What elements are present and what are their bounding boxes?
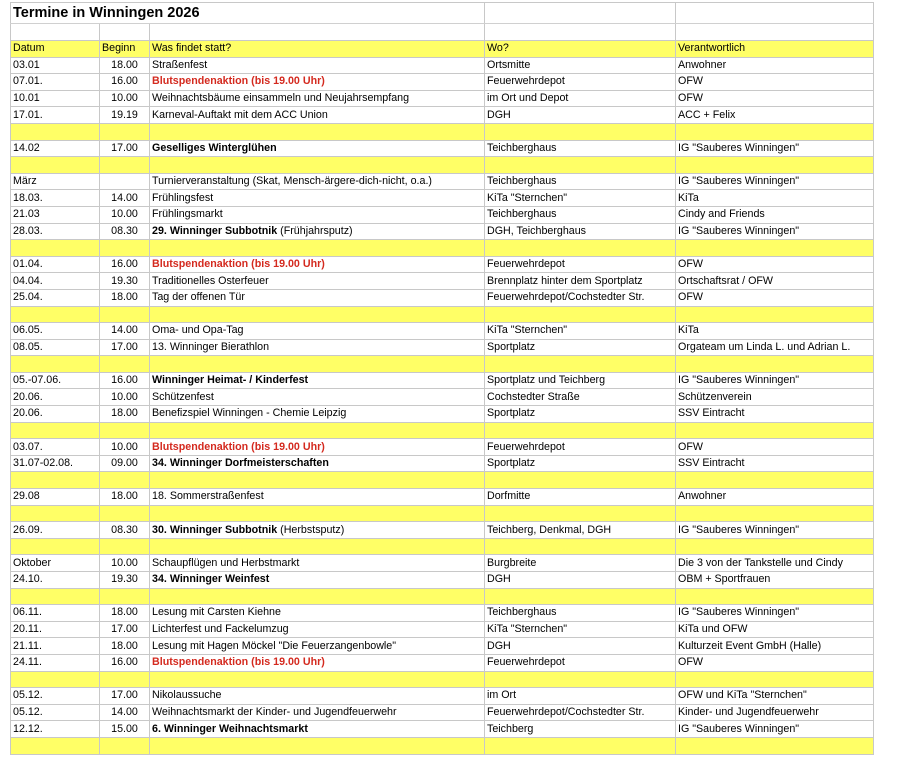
cell[interactable] [100, 123, 150, 140]
cell[interactable] [150, 538, 485, 555]
event-cell[interactable]: Frühlingsfest [150, 190, 485, 207]
cell[interactable] [100, 157, 150, 174]
place-cell[interactable]: Sportplatz [485, 406, 676, 423]
cell[interactable] [676, 422, 874, 439]
responsible-cell[interactable]: OFW [676, 439, 874, 456]
cell[interactable] [11, 422, 100, 439]
responsible-cell[interactable]: IG "Sauberes Winningen" [676, 522, 874, 539]
time-cell[interactable]: 18.00 [100, 489, 150, 506]
date-cell[interactable]: 18.03. [11, 190, 100, 207]
place-cell[interactable]: im Ort und Depot [485, 90, 676, 107]
table-row [11, 389, 874, 406]
header-beginn[interactable]: Beginn [100, 41, 150, 58]
place-cell[interactable]: Sportplatz und Teichberg [485, 372, 676, 389]
cell[interactable] [676, 24, 874, 41]
responsible-cell[interactable]: IG "Sauberes Winningen" [676, 223, 874, 240]
separator-row [11, 538, 874, 555]
responsible-cell[interactable]: Anwohner [676, 57, 874, 74]
place-cell[interactable]: KiTa "Sternchen" [485, 621, 676, 638]
responsible-cell[interactable]: OFW [676, 256, 874, 273]
time-cell[interactable]: 18.00 [100, 605, 150, 622]
responsible-cell[interactable]: KiTa [676, 190, 874, 207]
cell[interactable] [676, 123, 874, 140]
time-cell[interactable]: 10.00 [100, 389, 150, 406]
time-cell[interactable]: 18.00 [100, 638, 150, 655]
table-row [11, 57, 874, 74]
event-cell[interactable]: 6. Winninger Weihnachtsmarkt [150, 721, 485, 738]
cell[interactable] [676, 588, 874, 605]
cell[interactable] [100, 671, 150, 688]
table-row [11, 721, 874, 738]
place-cell[interactable]: Teichberghaus [485, 173, 676, 190]
time-cell[interactable]: 18.00 [100, 289, 150, 306]
date-cell[interactable]: 28.03. [11, 223, 100, 240]
cell[interactable] [11, 472, 100, 489]
place-cell[interactable]: DGH, Teichberghaus [485, 223, 676, 240]
cell[interactable] [150, 356, 485, 373]
cell[interactable] [150, 306, 485, 323]
cell[interactable] [485, 306, 676, 323]
place-cell[interactable]: DGH [485, 572, 676, 589]
responsible-cell[interactable]: IG "Sauberes Winningen" [676, 372, 874, 389]
place-cell[interactable]: Feuerwehrdepot [485, 256, 676, 273]
cell[interactable] [100, 472, 150, 489]
date-cell[interactable]: 05.-07.06. [11, 372, 100, 389]
event-title: 30. Winninger Subbotnik [152, 523, 278, 536]
table-row [11, 339, 874, 356]
place-cell[interactable]: KiTa "Sternchen" [485, 190, 676, 207]
cell[interactable] [100, 588, 150, 605]
event-cell[interactable]: Geselliges Winterglühen [150, 140, 485, 157]
event-cell[interactable]: Weihnachtsbäume einsammeln und Neujahrsempfang [150, 90, 485, 107]
time-cell[interactable]: 14.00 [100, 704, 150, 721]
responsible-cell[interactable]: SSV Eintracht [676, 455, 874, 472]
table-row [11, 704, 874, 721]
separator-row [11, 306, 874, 323]
date-cell[interactable]: 14.02 [11, 140, 100, 157]
cell[interactable] [150, 157, 485, 174]
time-cell[interactable]: 15.00 [100, 721, 150, 738]
table-row [11, 323, 874, 340]
table-row [11, 190, 874, 207]
time-cell[interactable]: 10.00 [100, 90, 150, 107]
cell[interactable] [150, 588, 485, 605]
event-cell[interactable]: 34. Winninger Dorfmeisterschaften [150, 455, 485, 472]
cell[interactable] [100, 24, 150, 41]
event-cell[interactable]: 18. Sommerstraßenfest [150, 489, 485, 506]
date-cell[interactable]: Oktober [11, 555, 100, 572]
cell[interactable] [150, 671, 485, 688]
cell[interactable] [676, 240, 874, 257]
table-row [11, 206, 874, 223]
table-row [11, 372, 874, 389]
responsible-cell[interactable]: Die 3 von der Tankstelle und Cindy [676, 555, 874, 572]
date-cell[interactable]: 24.11. [11, 654, 100, 671]
cell[interactable] [150, 422, 485, 439]
separator-row [11, 157, 874, 174]
date-cell[interactable]: 26.09. [11, 522, 100, 539]
separator-row [11, 472, 874, 489]
separator-row [11, 671, 874, 688]
date-cell[interactable]: 05.12. [11, 704, 100, 721]
blank-row [11, 24, 874, 41]
responsible-cell[interactable]: Cindy and Friends [676, 206, 874, 223]
cell[interactable] [11, 157, 100, 174]
cell[interactable] [676, 356, 874, 373]
place-cell[interactable]: DGH [485, 107, 676, 124]
table-row [11, 555, 874, 572]
event-cell[interactable]: Lesung mit Carsten Kiehne [150, 605, 485, 622]
event-note: (Frühjahrsputz) [277, 224, 353, 237]
table-row [11, 273, 874, 290]
event-cell[interactable]: 34. Winninger Weinfest [150, 572, 485, 589]
time-cell[interactable]: 10.00 [100, 439, 150, 456]
place-cell[interactable]: Burgbreite [485, 555, 676, 572]
table-row [11, 605, 874, 622]
date-cell[interactable]: 29.08 [11, 489, 100, 506]
responsible-cell[interactable]: OFW [676, 654, 874, 671]
cell[interactable] [11, 588, 100, 605]
date-cell[interactable]: 17.01. [11, 107, 100, 124]
table-row [11, 140, 874, 157]
place-cell[interactable]: DGH [485, 638, 676, 655]
cell[interactable] [485, 538, 676, 555]
separator-row [11, 588, 874, 605]
time-cell[interactable]: 09.00 [100, 455, 150, 472]
cell[interactable] [100, 306, 150, 323]
table-row [11, 173, 874, 190]
responsible-cell[interactable]: KiTa und OFW [676, 621, 874, 638]
place-cell[interactable]: Sportplatz [485, 455, 676, 472]
cell[interactable] [150, 505, 485, 522]
cell[interactable] [100, 240, 150, 257]
events-table [10, 2, 874, 755]
responsible-cell[interactable]: Anwohner [676, 489, 874, 506]
place-cell[interactable]: Brennplatz hinter dem Sportplatz [485, 273, 676, 290]
time-cell[interactable]: 16.00 [100, 372, 150, 389]
sheet-title[interactable]: Termine in Winningen 2026 [11, 3, 485, 24]
title-row [11, 3, 874, 24]
responsible-cell[interactable]: Schützenverein [676, 389, 874, 406]
cell[interactable] [676, 538, 874, 555]
place-cell[interactable]: Teichberg, Denkmal, DGH [485, 522, 676, 539]
time-cell[interactable]: 16.00 [100, 654, 150, 671]
time-cell[interactable]: 18.00 [100, 406, 150, 423]
place-cell[interactable]: Teichberg [485, 721, 676, 738]
date-cell[interactable]: März [11, 173, 100, 190]
cell[interactable] [676, 472, 874, 489]
cell[interactable] [676, 3, 874, 24]
events-table-body [11, 3, 874, 755]
responsible-cell[interactable]: Kulturzeit Event GmbH (Halle) [676, 638, 874, 655]
event-cell[interactable]: Schützenfest [150, 389, 485, 406]
date-cell[interactable]: 25.04. [11, 289, 100, 306]
table-row [11, 572, 874, 589]
responsible-cell[interactable]: IG "Sauberes Winningen" [676, 140, 874, 157]
cell[interactable] [100, 356, 150, 373]
time-cell[interactable]: 17.00 [100, 339, 150, 356]
date-cell[interactable]: 07.01. [11, 74, 100, 91]
cell[interactable] [150, 24, 485, 41]
responsible-cell[interactable]: OFW [676, 90, 874, 107]
table-row [11, 522, 874, 539]
table-row [11, 289, 874, 306]
responsible-cell[interactable]: IG "Sauberes Winningen" [676, 173, 874, 190]
cell[interactable] [485, 671, 676, 688]
cell[interactable] [676, 505, 874, 522]
cell[interactable] [676, 671, 874, 688]
place-cell[interactable]: Feuerwehrdepot/Cochstedter Str. [485, 289, 676, 306]
separator-row [11, 737, 874, 754]
table-row [11, 455, 874, 472]
header-datum[interactable]: Datum [11, 41, 100, 58]
time-cell[interactable]: 08.30 [100, 522, 150, 539]
date-cell[interactable]: 03.07. [11, 439, 100, 456]
cell[interactable] [11, 123, 100, 140]
cell[interactable] [485, 356, 676, 373]
time-cell[interactable]: 17.00 [100, 621, 150, 638]
place-cell[interactable]: Teichberghaus [485, 206, 676, 223]
place-cell[interactable]: Teichberghaus [485, 605, 676, 622]
cell[interactable] [485, 123, 676, 140]
event-cell[interactable]: Blutspendenaktion (bis 19.00 Uhr) [150, 256, 485, 273]
date-cell[interactable]: 31.07-02.08. [11, 455, 100, 472]
event-cell[interactable]: Karneval-Auftakt mit dem ACC Union [150, 107, 485, 124]
cell[interactable] [100, 422, 150, 439]
responsible-cell[interactable]: IG "Sauberes Winningen" [676, 605, 874, 622]
cell[interactable] [11, 240, 100, 257]
cell[interactable] [11, 671, 100, 688]
event-title: 29. Winninger Subbotnik [152, 224, 278, 237]
event-cell[interactable]: Nikolaussuche [150, 688, 485, 705]
cell[interactable] [485, 157, 676, 174]
responsible-cell[interactable]: OFW [676, 289, 874, 306]
table-row [11, 223, 874, 240]
date-cell[interactable]: 08.05. [11, 339, 100, 356]
responsible-cell[interactable]: SSV Eintracht [676, 406, 874, 423]
table-row [11, 107, 874, 124]
cell[interactable] [485, 24, 676, 41]
separator-row [11, 356, 874, 373]
date-cell[interactable]: 03.01 [11, 57, 100, 74]
time-cell[interactable]: 16.00 [100, 256, 150, 273]
date-cell[interactable]: 06.11. [11, 605, 100, 622]
cell[interactable] [11, 356, 100, 373]
date-cell[interactable]: 04.04. [11, 273, 100, 290]
table-row [11, 439, 874, 456]
date-cell[interactable]: 20.11. [11, 621, 100, 638]
place-cell[interactable]: Feuerwehrdepot [485, 439, 676, 456]
event-cell[interactable]: Blutspendenaktion (bis 19.00 Uhr) [150, 654, 485, 671]
place-cell[interactable]: Teichberghaus [485, 140, 676, 157]
event-cell[interactable]: Lesung mit Hagen Möckel "Die Feuerzangenbowle" [150, 638, 485, 655]
event-cell[interactable]: Blutspendenaktion (bis 19.00 Uhr) [150, 439, 485, 456]
time-cell[interactable]: 19.30 [100, 273, 150, 290]
event-cell[interactable]: Blutspendenaktion (bis 19.00 Uhr) [150, 74, 485, 91]
cell[interactable] [100, 538, 150, 555]
date-cell[interactable]: 20.06. [11, 389, 100, 406]
place-cell[interactable]: Ortsmitte [485, 57, 676, 74]
cell[interactable] [676, 157, 874, 174]
table-row [11, 654, 874, 671]
cell[interactable] [485, 240, 676, 257]
date-cell[interactable]: 10.01 [11, 90, 100, 107]
time-cell[interactable]: 18.00 [100, 57, 150, 74]
time-cell[interactable] [100, 173, 150, 190]
header-row [11, 41, 874, 58]
event-cell[interactable]: Benefizspiel Winningen - Chemie Leipzig [150, 406, 485, 423]
event-cell[interactable] [150, 223, 485, 240]
date-cell[interactable]: 01.04. [11, 256, 100, 273]
date-cell[interactable]: 21.03 [11, 206, 100, 223]
responsible-cell[interactable]: ACC + Felix [676, 107, 874, 124]
cell[interactable] [485, 505, 676, 522]
separator-row [11, 123, 874, 140]
date-cell[interactable]: 20.06. [11, 406, 100, 423]
responsible-cell[interactable]: Kinder- und Jugendfeuerwehr [676, 704, 874, 721]
time-cell[interactable]: 17.00 [100, 140, 150, 157]
event-note: (Herbstsputz) [277, 523, 345, 536]
time-cell[interactable]: 14.00 [100, 323, 150, 340]
time-cell[interactable]: 19.19 [100, 107, 150, 124]
event-cell[interactable]: Winninger Heimat- / Kinderfest [150, 372, 485, 389]
event-cell[interactable]: Turnierveranstaltung (Skat, Mensch-ärgere-dich-nicht, o.a.) [150, 173, 485, 190]
date-cell[interactable]: 12.12. [11, 721, 100, 738]
event-cell[interactable]: Weihnachtsmarkt der Kinder- und Jugendfeuerwehr [150, 704, 485, 721]
place-cell[interactable]: Dorfmitte [485, 489, 676, 506]
cell[interactable] [485, 472, 676, 489]
place-cell[interactable]: Cochstedter Straße [485, 389, 676, 406]
cell[interactable] [11, 24, 100, 41]
responsible-cell[interactable]: IG "Sauberes Winningen" [676, 721, 874, 738]
date-cell[interactable]: 21.11. [11, 638, 100, 655]
event-cell[interactable]: Lichterfest und Fackelumzug [150, 621, 485, 638]
date-cell[interactable]: 06.05. [11, 323, 100, 340]
date-cell[interactable]: 24.10. [11, 572, 100, 589]
separator-row [11, 240, 874, 257]
cell[interactable] [485, 737, 676, 754]
cell[interactable] [676, 737, 874, 754]
time-cell[interactable]: 08.30 [100, 223, 150, 240]
separator-row [11, 422, 874, 439]
responsible-cell[interactable]: OFW und KiTa "Sternchen" [676, 688, 874, 705]
table-row [11, 688, 874, 705]
cell[interactable] [100, 505, 150, 522]
event-cell[interactable]: Oma- und Opa-Tag [150, 323, 485, 340]
event-cell[interactable]: Frühlingsmarkt [150, 206, 485, 223]
responsible-cell[interactable]: KiTa [676, 323, 874, 340]
event-cell[interactable]: 13. Winninger Bierathlon [150, 339, 485, 356]
header-responsible[interactable]: Verantwortlich [676, 41, 874, 58]
time-cell[interactable]: 16.00 [100, 74, 150, 91]
time-cell[interactable]: 10.00 [100, 555, 150, 572]
responsible-cell[interactable]: OBM + Sportfrauen [676, 572, 874, 589]
time-cell[interactable]: 17.00 [100, 688, 150, 705]
separator-row [11, 505, 874, 522]
place-cell[interactable]: Feuerwehrdepot/Cochstedter Str. [485, 704, 676, 721]
place-cell[interactable]: im Ort [485, 688, 676, 705]
event-cell[interactable]: Straßenfest [150, 57, 485, 74]
table-row [11, 406, 874, 423]
table-row [11, 256, 874, 273]
cell[interactable] [11, 737, 100, 754]
table-row [11, 74, 874, 91]
time-cell[interactable]: 10.00 [100, 206, 150, 223]
table-row [11, 638, 874, 655]
responsible-cell[interactable]: OFW [676, 74, 874, 91]
place-cell[interactable]: Feuerwehrdepot [485, 654, 676, 671]
place-cell[interactable]: Sportplatz [485, 339, 676, 356]
table-row [11, 621, 874, 638]
event-cell[interactable] [150, 522, 485, 539]
cell[interactable] [150, 472, 485, 489]
cell[interactable] [150, 123, 485, 140]
table-row [11, 489, 874, 506]
cell[interactable] [485, 422, 676, 439]
place-cell[interactable]: Feuerwehrdepot [485, 74, 676, 91]
event-cell[interactable]: Schaupflügen und Herbstmarkt [150, 555, 485, 572]
responsible-cell[interactable]: Ortschaftsrat / OFW [676, 273, 874, 290]
responsible-cell[interactable]: Orgateam um Linda L. und Adrian L. [676, 339, 874, 356]
cell[interactable] [485, 3, 676, 24]
cell[interactable] [11, 538, 100, 555]
cell[interactable] [485, 588, 676, 605]
event-cell[interactable]: Tag der offenen Tür [150, 289, 485, 306]
event-cell[interactable]: Traditionelles Osterfeuer [150, 273, 485, 290]
table-row [11, 90, 874, 107]
cell[interactable] [676, 306, 874, 323]
cell[interactable] [150, 737, 485, 754]
time-cell[interactable]: 14.00 [100, 190, 150, 207]
place-cell[interactable]: KiTa "Sternchen" [485, 323, 676, 340]
date-cell[interactable]: 05.12. [11, 688, 100, 705]
header-place[interactable]: Wo? [485, 41, 676, 58]
time-cell[interactable]: 19.30 [100, 572, 150, 589]
cell[interactable] [150, 240, 485, 257]
cell[interactable] [11, 306, 100, 323]
header-event[interactable]: Was findet statt? [150, 41, 485, 58]
cell[interactable] [100, 737, 150, 754]
cell[interactable] [11, 505, 100, 522]
